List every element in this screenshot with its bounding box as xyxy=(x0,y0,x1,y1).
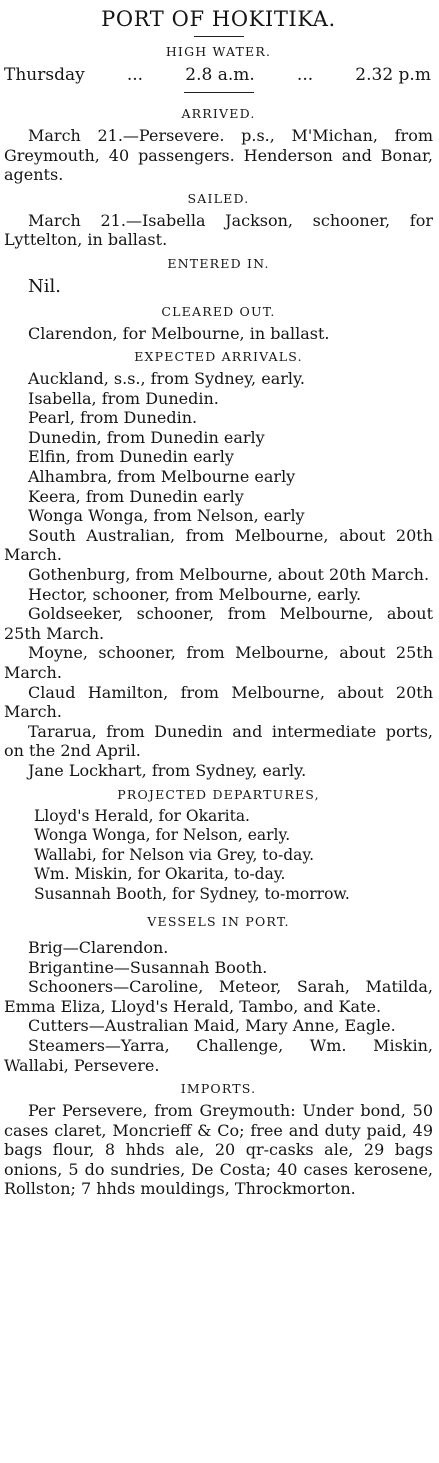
imports-entry: Per Persevere, from Greymouth: Under bond, 50 cases claret, Moncrieff & Co; free and duty paid, 49 bags flour, 8 hhds ale, 20 qr-casks ale, 29 bags onions, 5 do sundries, De Costa; 40 cases kerosene, Rollston; 7 hhds mouldings, Throckmorton. xyxy=(4,1101,433,1199)
list-item: Alhambra, from Melbourne early xyxy=(28,467,296,487)
list-item: Isabella, from Dunedin. xyxy=(28,388,219,408)
list-item: Gothenburg, from Melbourne, about 20th March. xyxy=(28,565,430,585)
spacer xyxy=(4,904,433,908)
cleared-out-heading: CLEARED OUT. xyxy=(161,303,276,319)
expected-arrivals-heading: EXPECTED ARRIVALS. xyxy=(134,349,303,365)
list-item: Keera, from Dunedin early xyxy=(28,486,244,506)
sailed-heading: SAILED. xyxy=(187,190,250,206)
section-divider xyxy=(184,92,254,93)
list-item: Wonga Wonga, from Nelson, early xyxy=(28,506,305,526)
list-item: Steamers—Yarra, Challenge, Wm. Miskin, Wallabi, Persevere. xyxy=(4,1036,433,1075)
arrived-entry: March 21.—Persevere. p.s., M'Michan, from Greymouth, 40 passengers. Henderson and Bonar, agents. xyxy=(4,126,433,184)
list-item: Elfin, from Dunedin early xyxy=(28,447,234,467)
list-item: Auckland, s.s., from Sydney, early. xyxy=(28,369,305,389)
list-item: Dunedin, from Dunedin early xyxy=(28,427,265,447)
arrived-heading: ARRIVED. xyxy=(181,106,256,121)
list-item: Jane Lockhart, from Sydney, early. xyxy=(28,760,307,780)
page-title: PORT OF HOKITIKA. xyxy=(101,7,336,31)
high-water-am: 2.8 a.m. xyxy=(185,65,255,85)
list-item: Pearl, from Dunedin. xyxy=(28,408,198,428)
list-item: Hector, schooner, from Melbourne, early. xyxy=(28,584,362,604)
list-item: Cutters—Australian Maid, Mary Anne, Eagle. xyxy=(28,1016,396,1036)
list-item: Lloyd's Herald, for Okarita. xyxy=(34,806,250,825)
imports-heading: IMPORTS. xyxy=(180,1081,257,1097)
list-item: South Australian, from Melbourne, about 20th March. xyxy=(4,525,433,565)
sailed-entry: March 21.—Isabella Jackson, schooner, for Lyttelton, in ballast. xyxy=(4,210,433,249)
projected-departures-heading: PROJECTED DEPARTURES, xyxy=(117,786,320,802)
list-item: Moyne, schooner, from Melbourne, about 25th March. xyxy=(4,643,433,682)
high-water-pm: 2.32 p.m xyxy=(355,65,431,85)
high-water-heading: HIGH WATER. xyxy=(165,44,272,59)
list-item: Schooners—Caroline, Meteor, Sarah, Matilda, Emma Eliza, Lloyd's Herald, Tambo, and Kate. xyxy=(4,977,433,1016)
list-item: Wonga Wonga, for Nelson, early. xyxy=(34,826,291,845)
high-water-dots-1: ... xyxy=(126,65,144,85)
entered-in-entry: Nil. xyxy=(28,275,61,297)
high-water-dots-2: ... xyxy=(296,65,314,85)
high-water-day: Thursday xyxy=(4,65,85,85)
list-item: Susannah Booth, for Sydney, to-morrow. xyxy=(34,884,350,903)
high-water-row xyxy=(4,64,433,86)
title-divider xyxy=(194,36,244,37)
list-item: Brig—Clarendon. xyxy=(28,938,169,958)
list-item: Claud Hamilton, from Melbourne, about 20th March. xyxy=(4,682,433,722)
entered-in-heading: ENTERED IN. xyxy=(167,255,270,271)
list-item: Brigantine—Susannah Booth. xyxy=(28,957,268,977)
vessels-in-port-heading: VESSELS IN PORT. xyxy=(147,914,290,930)
list-item: Wm. Miskin, for Okarita, to-day. xyxy=(34,865,286,884)
cleared-out-entry: Clarendon, for Melbourne, in ballast. xyxy=(28,323,330,343)
list-item: Wallabi, for Nelson via Grey, to-day. xyxy=(34,845,314,864)
list-item: Tararua, from Dunedin and intermediate ports, on the 2nd April. xyxy=(4,721,433,761)
list-item: Goldseeker, schooner, from Melbourne, about 25th March. xyxy=(4,604,433,643)
